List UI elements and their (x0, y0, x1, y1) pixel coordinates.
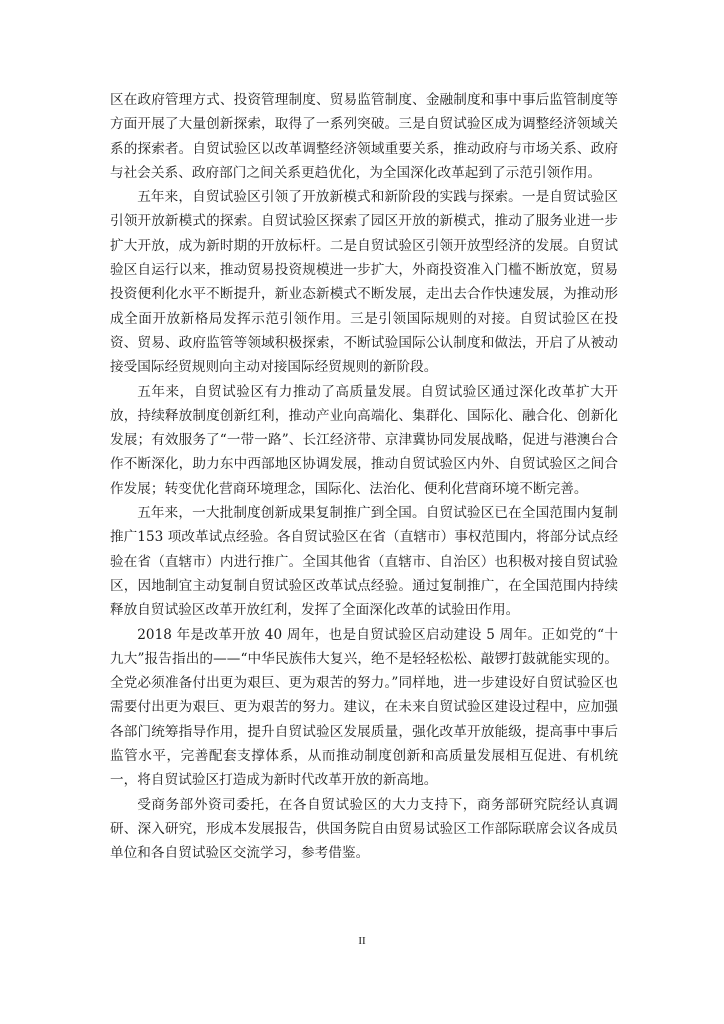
document-body (110, 88, 618, 866)
paragraph-high-quality-development: 五年来，自贸试验区有力推动了高质量发展。自贸试验区通过深化改革扩大开放，持续释放制度创新红利，推动产业向高端化、集群化、国际化、融合化、创新化发展；有效服务了“一带一路”、长江经济带、京津冀协同发展战略，促进与港澳台合作不断深化，助力东中西部地区协调发展，推动自贸试验区内外、自贸试验区之间合作发展；转变优化营商环境理念，国际化、法治化、便利化营商环境不断完善。 (110, 383, 618, 497)
paragraph-replication: 五年来，一大批制度创新成果复制推广到全国。自贸试验区已在全国范围内复制推广153 项改革试点经验。各自贸试验区在省（直辖市）事权范围内，将部分试点经验在省（直辖市）内进行推广。全国其他省（直辖市、自治区）也积极对接自贸试验区，因地制宜主动复制自贸试验区改革试点经验。通过复制推广，在全国范围内持续释放自贸试验区改革开放红利，发挥了全面深化改革的试验田作用。 (110, 505, 618, 619)
page-number: II (358, 935, 366, 947)
paragraph-continued: 区在政府管理方式、投资管理制度、贸易监管制度、金融制度和事中事后监管制度等方面开展了大量创新探索，取得了一系列突破。三是自贸试验区成为调整经济领域关系的探索者。自贸试验区以改革调整经济领域重要关系，推动政府与市场关系、政府与社会关系、政府部门之间关系更趋优化，为全国深化改革起到了示范引领作用。 (110, 92, 618, 181)
paragraph-opening-mode: 五年来，自贸试验区引领了开放新模式和新阶段的实践与探索。一是自贸试验区引领开放新模式的探索。自贸试验区探索了园区开放的新模式，推动了服务业进一步扩大开放，成为新时期的开放标杆。二是自贸试验区引领开放型经济的发展。自贸试验区自运行以来，推动贸易投资规模进一步扩大，外商投资准入门槛不断放宽，贸易投资便利化水平不断提升，新业态新模式不断发展，走出去合作快速发展，为推动形成全面开放新格局发挥示范引领作用。三是引领国际规则的对接。自贸试验区在投资、贸易、政府监管等领域积极探索，不断试验国际公认制度和做法，开启了从被动接受国际经贸规则向主动对接国际经贸规则的新阶段。 (110, 189, 618, 376)
paragraph-acknowledgement: 受商务部外资司委托，在各自贸试验区的大力支持下，商务部研究院经认真调研、深入研究，形成本发展报告，供国务院自由贸易试验区工作部际联席会议各成员单位和各自贸试验区交流学习，参考借鉴。 (110, 796, 618, 862)
paragraph-recommendations: 2018 年是改革开放 40 周年，也是自贸试验区启动建设 5 周年。正如党的“十九大”报告指出的——“中华民族伟大复兴，绝不是轻轻松松、敲锣打鼓就能实现的。全党必须准备付出更为艰巨、更为艰苦的努力。”同样地，进一步建设好自贸试验区也需要付出更为艰巨、更为艰苦的努力。建议，在未来自贸试验区建设过程中，应加强各部门统筹指导作用，提升自贸试验区发展质量，强化改革开放能级，提高事中事后监管水平，完善配套支撑体系，从而推动制度创新和高质量发展相互促进、有机统一，将自贸试验区打造成为新时代改革开放的新高地。 (110, 626, 618, 789)
